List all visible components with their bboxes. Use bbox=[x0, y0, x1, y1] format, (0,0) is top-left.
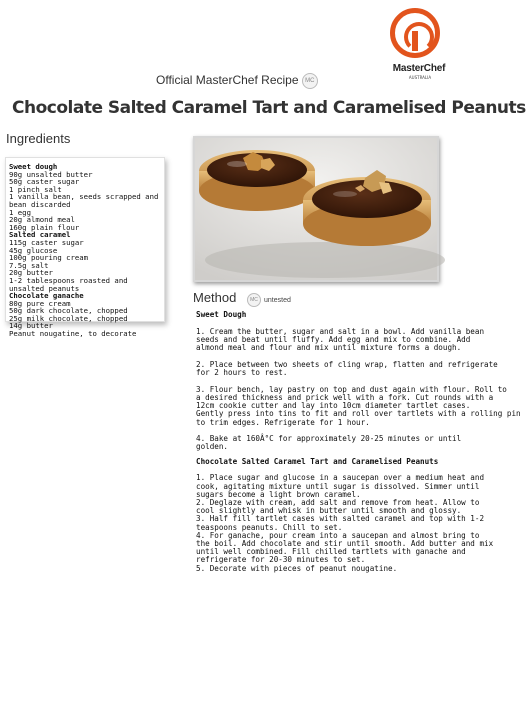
ingredient-item: 1-2 tablespoons roasted and bbox=[9, 275, 128, 285]
method-step-line: sugars become a light brown caramel. bbox=[196, 489, 361, 499]
method-step-line: 3. Flour bench, lay pastry on top and dust again with flour. Roll to bbox=[196, 384, 507, 394]
ingredient-section-heading: Chocolate ganache bbox=[9, 291, 84, 301]
ingredient-section-heading: Sweet dough bbox=[9, 162, 58, 171]
ingredient-item: unsalted peanuts bbox=[9, 283, 80, 293]
method-step-line: cool slightly and whisk in butter until smooth and glossy. bbox=[196, 506, 462, 516]
method-step-line: cook, agitating mixture until sugar is dissolved. Simmer until bbox=[196, 481, 480, 491]
ingredients-panel bbox=[5, 157, 165, 339]
masterchef-logo-icon bbox=[390, 8, 440, 58]
method-step-line: the boil. Add chocolate and stir until smooth. Add butter and mix bbox=[196, 538, 494, 548]
method-step-line: until well combined. Fill chilled tartlets with ganache and bbox=[196, 547, 466, 557]
ingredient-item: 115g caster sugar bbox=[9, 237, 84, 247]
recipe-title: Chocolate Salted Caramel Tart and Caramelised Peanuts bbox=[12, 98, 526, 118]
ingredient-item: 25g milk chocolate, chopped bbox=[9, 313, 128, 323]
logo-subtext: AUSTRALIA bbox=[408, 75, 432, 80]
method-step-line: almond meal and flour and mix until mixture forms a dough. bbox=[196, 343, 462, 353]
recipe-photo bbox=[193, 136, 439, 282]
ingredient-item: 50g dark chocolate, chopped bbox=[9, 306, 128, 316]
method-step-line: teaspoons peanuts. Chill to set. bbox=[196, 522, 343, 532]
ingredient-section-heading: Salted caramel bbox=[9, 230, 71, 240]
tart-photo-image bbox=[195, 138, 437, 280]
masterchef-logo bbox=[384, 8, 454, 80]
ingredient-item: 80g pure cream bbox=[9, 298, 71, 308]
official-recipe-text: Official MasterChef Recipe bbox=[156, 73, 299, 88]
method-step-line: golden. bbox=[196, 442, 229, 452]
ingredient-item: bean discarded bbox=[9, 199, 71, 209]
ingredient-item: 1 pinch salt bbox=[9, 184, 62, 194]
ingredient-item: 20g almond meal bbox=[9, 215, 75, 225]
method-step-line: 2. Deglaze with cream, add salt and remove from heat. Allow to bbox=[196, 497, 480, 507]
ingredient-item: 14g butter bbox=[9, 321, 53, 331]
method-step-line: seeds and beat until fluffy. Add egg and mix to combine. Add bbox=[196, 334, 471, 344]
method-step-line: 12cm cookie cutter and lay into 10cm diameter tartlet cases. bbox=[196, 401, 471, 411]
ingredient-item: 45g glucose bbox=[9, 245, 58, 255]
ingredient-item: 90g unsalted butter bbox=[9, 169, 93, 179]
ingredient-item: 7.5g salt bbox=[9, 260, 49, 270]
method-step-line: Gently press into tins to fit and roll over tartlets with a rolling pin bbox=[196, 409, 521, 419]
method-section-heading: Sweet Dough bbox=[196, 310, 247, 319]
method-step-line: 1. Place sugar and glucose in a saucepan over a medium heat and bbox=[196, 473, 485, 483]
recipe-status bbox=[247, 293, 291, 307]
method-section-heading: Chocolate Salted Caramel Tart and Caramelised Peanuts bbox=[196, 456, 439, 466]
method-steps bbox=[196, 310, 521, 573]
method-step-line: 1. Cream the butter, sugar and salt in a bowl. Add vanilla bean bbox=[196, 326, 485, 336]
ingredient-item: 20g butter bbox=[9, 268, 53, 278]
method-step-line: a desired thickness and prick well with a fork. Cut rounds with a bbox=[196, 392, 494, 402]
method-step-line: 3. Half fill tartlet cases with salted caramel and top with 1-2 bbox=[196, 514, 485, 524]
method-heading: Method bbox=[193, 290, 237, 305]
method-step-line: 4. Bake at 160Â°C for approximately 20-25 minutes or until bbox=[196, 434, 462, 444]
ingredient-item: 1 egg bbox=[9, 207, 31, 217]
method-step-line: 5. Decorate with pieces of peanut nougatine. bbox=[196, 563, 398, 573]
status-text: untested bbox=[264, 296, 291, 304]
ingredient-item: 160g plain flour bbox=[9, 222, 80, 232]
official-recipe-label bbox=[156, 73, 318, 89]
ingredient-item: 50g caster sugar bbox=[9, 177, 80, 187]
ingredient-item: Peanut nougatine, to decorate bbox=[9, 329, 137, 339]
official-badge-icon: MC bbox=[302, 73, 318, 89]
method-step-line: refrigerate for 20-30 minutes to set. bbox=[196, 555, 366, 565]
status-badge-icon: MC bbox=[247, 293, 261, 307]
ingredient-item: 1 vanilla bean, seeds scrapped and bbox=[9, 192, 159, 202]
logo-text: MasterChef bbox=[392, 63, 446, 74]
method-step-line: 2. Place between two sheets of cling wrap, flatten and refrigerate bbox=[196, 359, 498, 369]
method-step-line: for 2 hours to rest. bbox=[196, 368, 288, 378]
ingredients-heading: Ingredients bbox=[6, 131, 71, 146]
ingredient-item: 100g pouring cream bbox=[9, 253, 89, 263]
method-step-line: 4. For ganache, pour cream into a saucepan and almost bring to bbox=[196, 530, 480, 540]
method-step-line: to trim edges. Refrigerate for 1 hour. bbox=[196, 417, 370, 427]
